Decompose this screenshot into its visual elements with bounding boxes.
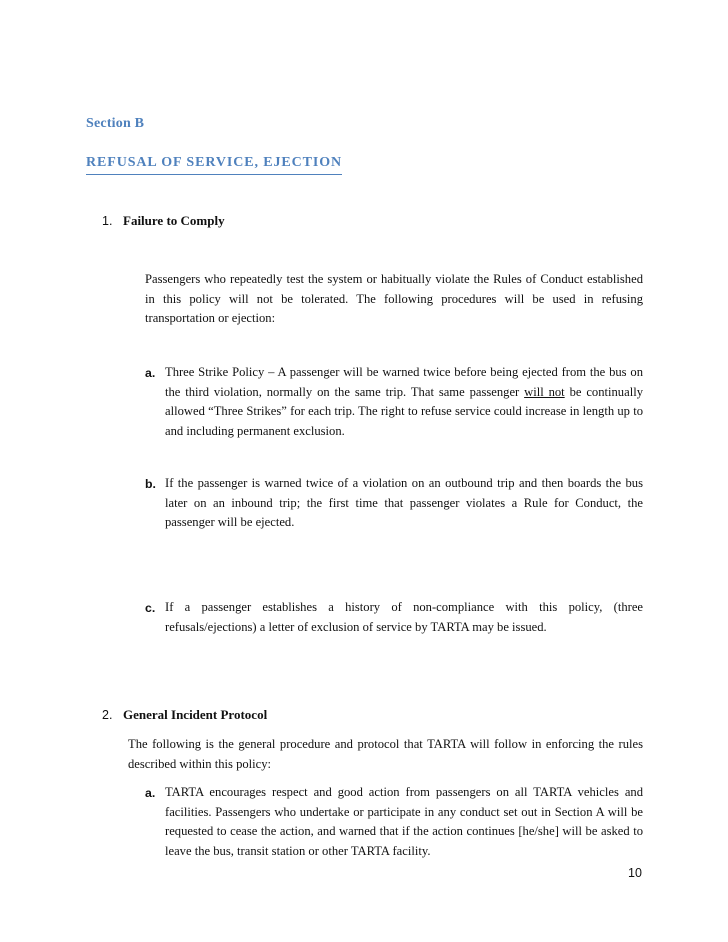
- item-1b-letter: b.: [145, 477, 156, 491]
- item-1b-text: If the passenger is warned twice of a violation on an outbound trip and then boards the bus later on an inbound trip; the first time that passenger violates a Rule for Conduct, the passenger will be ejected.: [165, 476, 643, 529]
- item-1-number: 1.: [102, 214, 113, 228]
- item-2-heading: General Incident Protocol: [123, 707, 268, 722]
- item-1-heading: Failure to Comply: [123, 213, 225, 228]
- item-2-number: 2.: [102, 708, 113, 722]
- item-1a-text-before: Three Strike Policy – A passenger will be warned twice before being ejected from the bus on the third violation, normally on the same trip. That same passenger: [165, 365, 643, 399]
- item-1a-text-after: be continually allowed “Three Strikes” for each trip. The right to refuse service could increase in length up to and including permanent exclusion.: [165, 384, 643, 438]
- item-2a-text: TARTA encourages respect and good action from passengers on all TARTA vehicles and facilities. Passengers who undertake or participate in any conduct set out in Section A will be requested to cease the action, and warned that if the action continues [he/she] will be asked to leave the bus, transit station or other TARTA facility.: [165, 785, 643, 858]
- section-label: Section B: [86, 116, 145, 131]
- item-1-intro: Passengers who repeatedly test the system or habitually violate the Rules of Conduct established in this policy will not be tolerated. The following procedures will be used in refusing transportation or ejection:: [145, 272, 643, 325]
- item-2a-letter: a.: [145, 786, 156, 800]
- item-1c-letter: c.: [145, 601, 156, 615]
- section-title: REFUSAL OF SERVICE, EJECTION: [86, 155, 342, 175]
- item-1a-underlined: will not: [524, 384, 565, 399]
- item-1c-text: If a passenger establishes a history of non-compliance with this policy, (three refusals/ejections) a letter of exclusion of service by TARTA may be issued.: [165, 600, 643, 634]
- page-number: 10: [628, 866, 642, 880]
- item-2-intro: The following is the general procedure and protocol that TARTA will follow in enforcing the rules described within this policy:: [128, 737, 643, 771]
- item-1a-letter: a.: [145, 366, 156, 380]
- item-1a-text: [165, 363, 643, 441]
